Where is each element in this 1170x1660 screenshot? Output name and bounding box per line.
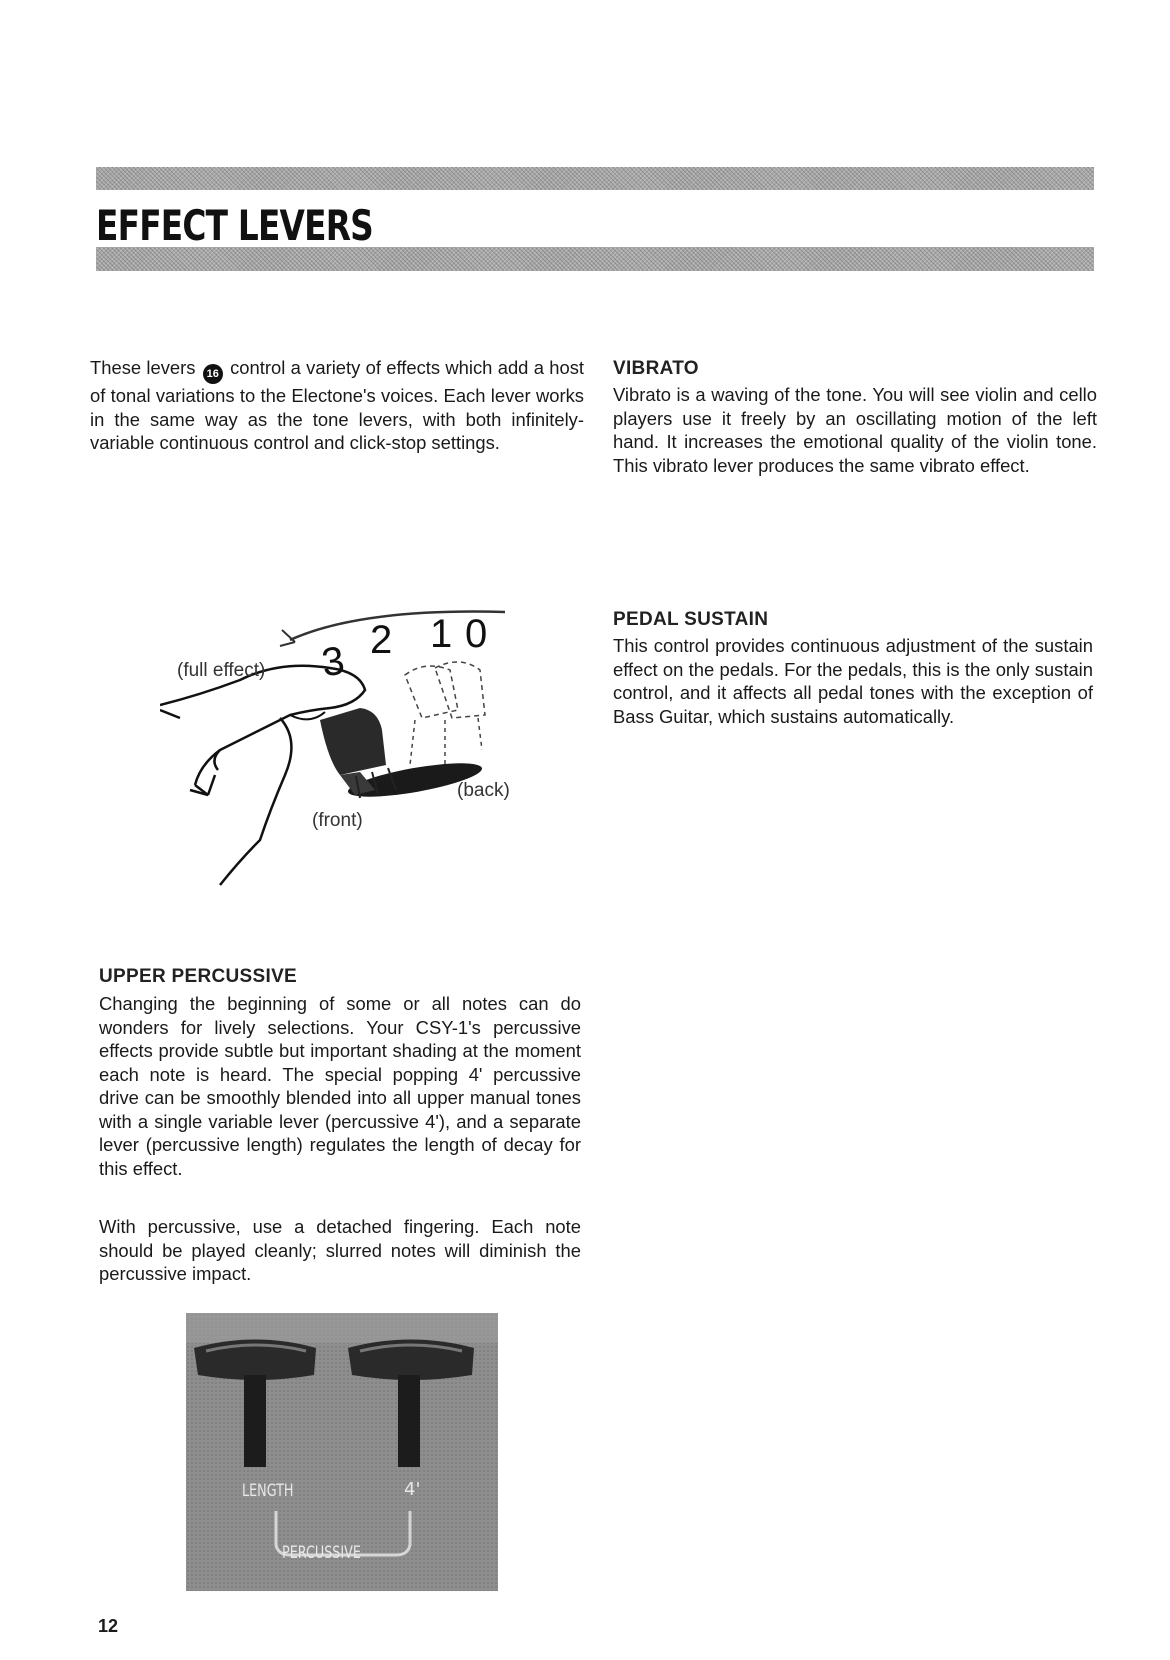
intro-paragraph: [90, 356, 584, 455]
upper-percussive-paragraph-1: Changing the beginning of some or all notes can do wonders for lively selections. Your CSY-1's percussive effects provide subtle but important shading at the moment each note is heard. The special popping 4' percussive drive can be smoothly blended into all upper manual tones with a single variable lever (percussive 4'), and a separate lever (percussive length) regulates the length of decay for this effect.: [99, 993, 581, 1179]
page-title: EFFECT LEVERS: [96, 201, 373, 250]
back-label: (back): [457, 780, 510, 801]
header-bottom-band: [96, 247, 1094, 271]
pedal-sustain-heading: PEDAL SUSTAIN: [613, 609, 769, 630]
upper-percussive-heading: UPPER PERCUSSIVE: [99, 966, 298, 987]
intro-text-before: These levers: [90, 357, 196, 378]
pedal-sustain-paragraph: This control provides continuous adjustment of the sustain effect on the pedals. For the pedals, this is the only sustain control, and it affects all pedal tones with the exception of Bass Guitar, which sustains automatically.: [613, 635, 1093, 727]
hand-on-lever-drawing: [160, 600, 560, 900]
length-lever-label: LENGTH: [242, 1481, 294, 1501]
position-3-label: 3: [318, 638, 348, 686]
front-label: (front): [312, 810, 363, 831]
upper-percussive-paragraph-2: With percussive, use a detached fingering. Each note should be played cleanly; slurred notes will diminish the percussive impact.: [99, 1216, 581, 1284]
position-1-label: 1: [430, 612, 453, 656]
lever-number-marker: 16: [203, 364, 223, 384]
percussive-levers-photo: [186, 1313, 498, 1591]
four-foot-lever-label: 4': [404, 1479, 421, 1500]
header-top-band: [96, 167, 1094, 190]
intro-text-after: control a variety of effects which add a host of tonal variations to the Electone's voices. Each lever works in the same way as the tone levers, with both infinitely-variable continuous control and click-stop settings.: [90, 357, 584, 453]
vibrato-heading: VIBRATO: [613, 358, 699, 379]
page-number: 12: [98, 1616, 119, 1636]
percussive-bracket-label: PERCUSSIVE: [282, 1543, 361, 1563]
vibrato-paragraph: Vibrato is a waving of the tone. You will see violin and cello players use it freely by an oscillating motion of the left hand. It increases the emotional quality of the violin tone. This vibrato lever produces the same vibrato effect.: [613, 384, 1097, 476]
full-effect-label: (full effect): [177, 660, 266, 681]
position-0-label: 0: [465, 612, 488, 656]
position-2-label: 2: [370, 618, 393, 662]
lever-illustration: [160, 600, 560, 900]
